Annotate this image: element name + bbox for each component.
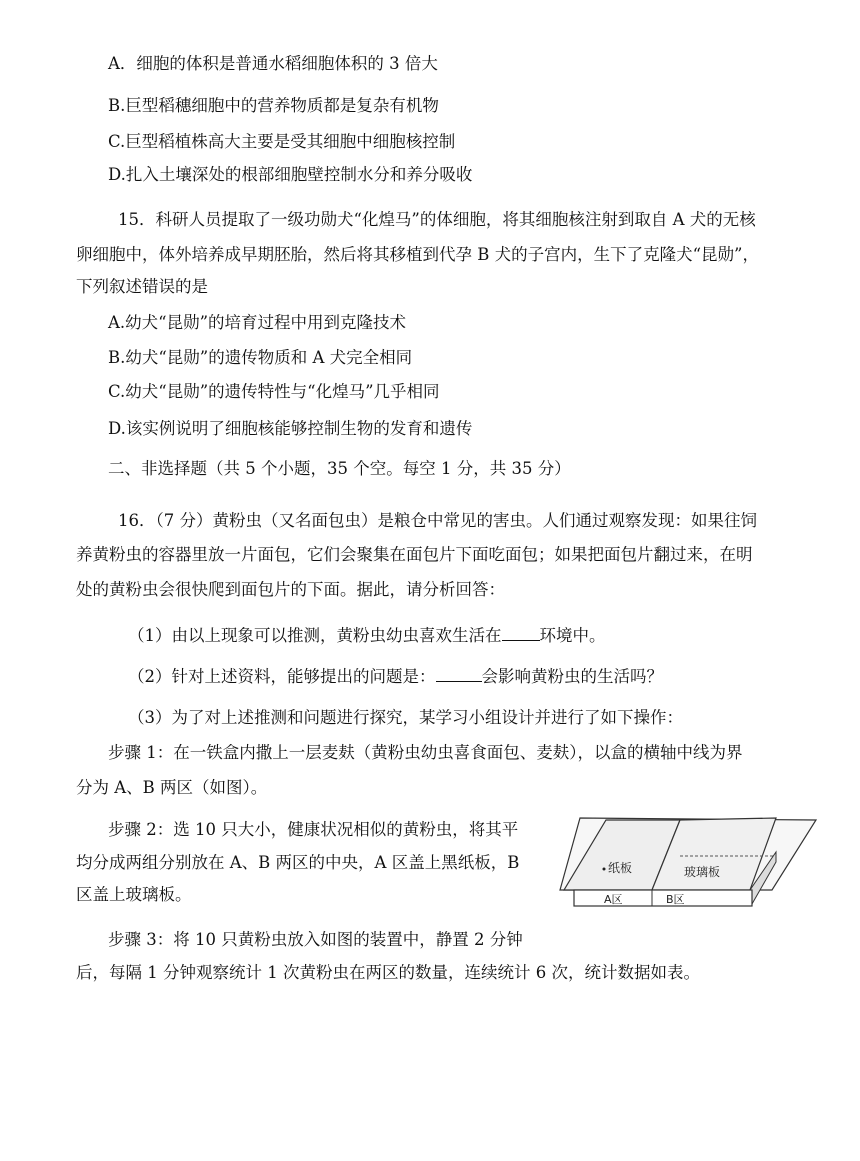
q15-option-a: A.幼犬“昆勋”的培育过程中用到克隆技术 xyxy=(108,313,407,332)
answer-blank-1[interactable] xyxy=(502,626,540,641)
q16-sub1-post: 环境中。 xyxy=(539,626,606,645)
q14-option-d: D.扎入土壤深处的根部细胞壁控制水分和养分吸收 xyxy=(108,165,473,184)
q16-sub2-post: 会影响黄粉虫的生活吗？ xyxy=(481,667,663,686)
q15-option-c: C.幼犬“昆勋”的遗传特性与“化煌马”几乎相同 xyxy=(108,382,440,401)
zone-a-label: A区 xyxy=(604,893,623,906)
q16-step1-line2: 分为 A、B 两区（如图）。 xyxy=(76,778,268,797)
q15-stem-line1: 15．科研人员提取了一级功勋犬“化煌马”的体细胞，将其细胞核注射到取自 A 犬的无核 xyxy=(118,210,756,229)
experiment-box-figure xyxy=(540,812,820,932)
q16-sub1-pre: （1）由以上现象可以推测，黄粉虫幼虫喜欢生活在 xyxy=(128,626,502,645)
q15-option-b: B.幼犬“昆勋”的遗传物质和 A 犬完全相同 xyxy=(108,348,413,367)
q16-step2-line2: 均分成两组分别放在 A、B 两区的中央，A 区盖上黑纸板，B xyxy=(76,853,520,872)
q15-stem-line2: 卵细胞中，体外培养成早期胚胎，然后将其移植到代孕 B 犬的子宫内，生下了克隆犬“昆勋”， xyxy=(76,245,759,264)
q16-sub3: （3）为了对上述推测和问题进行探究，某学习小组设计并进行了如下操作： xyxy=(128,708,683,727)
q14-option-b: B.巨型稻穗细胞中的营养物质都是复杂有机物 xyxy=(108,96,439,115)
section-heading: 二、非选择题（共 5 个小题，35 个空。每空 1 分，共 35 分） xyxy=(108,459,571,478)
q15-stem-line3: 下列叙述错误的是 xyxy=(76,277,208,296)
q16-stem-line1: 16．（7 分）黄粉虫（又名面包虫）是粮仓中常见的害虫。人们通过观察发现：如果往饲 xyxy=(118,511,757,530)
q16-step3-line2: 后，每隔 1 分钟观察统计 1 次黄粉虫在两区的数量，连续统计 6 次，统计数据如表。 xyxy=(76,963,700,982)
q16-step1-line1: 步骤 1：在一铁盒内撒上一层麦麸（黄粉虫幼虫喜食面包、麦麸），以盒的横轴中线为界 xyxy=(108,743,743,762)
q16-sub1 xyxy=(128,626,606,645)
answer-blank-2[interactable] xyxy=(436,667,482,682)
q16-stem-line2: 养黄粉虫的容器里放一片面包，它们会聚集在面包片下面吃面包；如果把面包片翻过来，在明 xyxy=(76,545,753,564)
q16-stem-line3: 处的黄粉虫会很快爬到面包片的下面。据此，请分析回答： xyxy=(76,580,505,599)
glass-board-label: 玻璃板 xyxy=(684,865,721,879)
q16-step2-line3: 区盖上玻璃板。 xyxy=(76,885,192,904)
q14-option-c: C.巨型稻植株高大主要是受其细胞中细胞核控制 xyxy=(108,132,456,151)
q16-step2-line1: 步骤 2：选 10 只大小，健康状况相似的黄粉虫，将其平 xyxy=(108,820,519,839)
q16-step3-line1: 步骤 3：将 10 只黄粉虫放入如图的装置中，静置 2 分钟 xyxy=(108,930,523,949)
q15-option-d: D.该实例说明了细胞核能够控制生物的发育和遗传 xyxy=(108,419,473,438)
q14-option-a: A．细胞的体积是普通水稻细胞体积的 3 倍大 xyxy=(108,54,438,73)
dot-marker xyxy=(603,868,606,871)
paper-board-label: 纸板 xyxy=(608,861,633,875)
q16-sub2 xyxy=(128,667,663,686)
zone-b-label: B区 xyxy=(666,893,685,906)
q16-sub2-pre: （2）针对上述资料，能够提出的问题是： xyxy=(128,667,436,686)
box-front xyxy=(574,890,752,906)
